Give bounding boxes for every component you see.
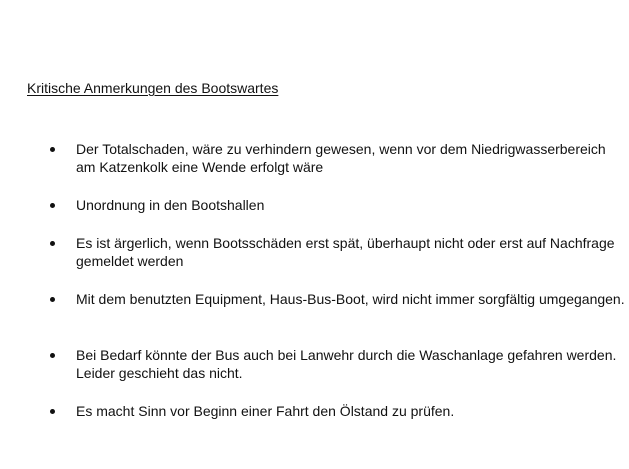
bullet-icon	[50, 241, 55, 246]
list-item-text: Mit dem benutzten Equipment, Haus-Bus-Boot, wird nicht immer sorgfältig umgegangen.	[76, 291, 625, 307]
list-item-text: Es macht Sinn vor Beginn einer Fahrt den Ölstand zu prüfen.	[76, 403, 455, 419]
bullet-icon	[50, 297, 55, 302]
bullet-icon	[50, 409, 55, 414]
document-heading: Kritische Anmerkungen des Bootswartes	[27, 80, 279, 96]
list-item-text: Der Totalschaden, wäre zu verhindern gewesen, wenn vor dem Niedrigwasserbereich am Katzenkolk eine Wende erfolgt wäre	[76, 141, 606, 175]
bullet-icon	[50, 353, 55, 358]
bullet-icon	[50, 203, 55, 208]
list-item-text: Es ist ärgerlich, wenn Bootsschäden erst spät, überhaupt nicht oder erst auf Nachfrage gemeldet werden	[76, 235, 615, 269]
list-item-text: Bei Bedarf könnte der Bus auch bei Lanwehr durch die Waschanlage gefahren werden. Leider geschieht das nicht.	[76, 347, 617, 381]
bullet-icon	[50, 147, 55, 152]
list-item-text: Unordnung in den Bootshallen	[76, 197, 265, 213]
